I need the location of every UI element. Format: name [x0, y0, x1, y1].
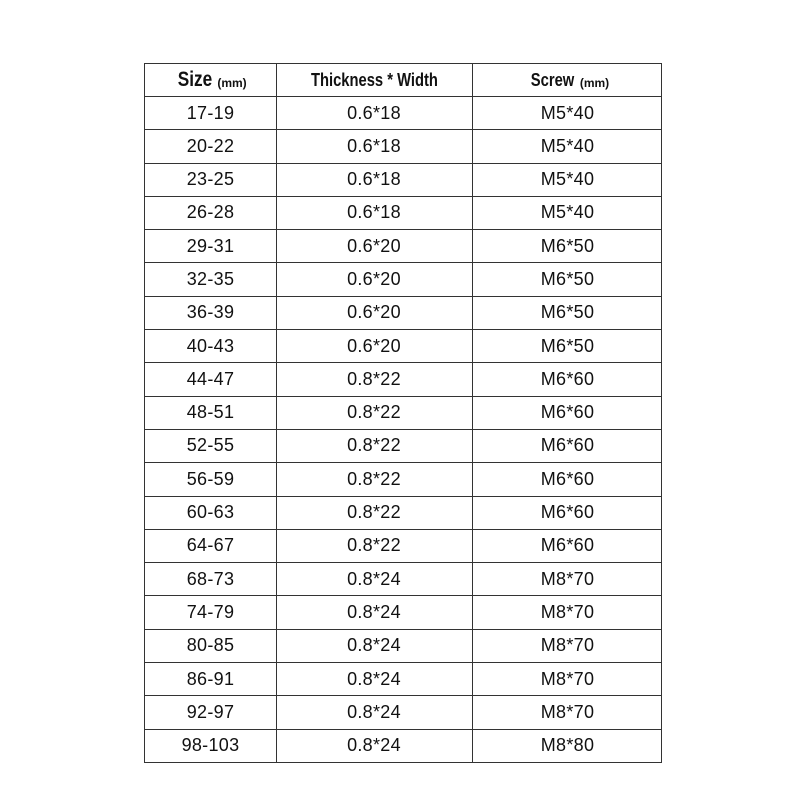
cell-thickness: 0.6*20 — [347, 335, 401, 356]
table-row — [145, 230, 661, 263]
cell-size: 36-39 — [186, 302, 235, 323]
cell-screw: M6*50 — [540, 268, 595, 289]
table-row — [145, 330, 661, 363]
cell-size: 92-97 — [186, 701, 235, 722]
cell-thickness: 0.8*22 — [347, 502, 401, 523]
cell-screw: M5*40 — [540, 202, 595, 223]
cell-size: 86-91 — [186, 668, 235, 689]
cell-size: 23-25 — [186, 169, 235, 190]
size-spec-table — [144, 63, 662, 763]
cell-thickness: 0.8*24 — [347, 635, 401, 656]
cell-thickness: 0.6*20 — [347, 235, 401, 256]
table-row — [145, 363, 661, 396]
cell-size: 29-31 — [186, 235, 235, 256]
table-row — [145, 563, 661, 596]
cell-thickness: 0.8*24 — [347, 668, 401, 689]
cell-thickness: 0.6*18 — [347, 135, 401, 156]
cell-screw: M6*50 — [540, 235, 595, 256]
cell-thickness: 0.8*22 — [347, 535, 401, 556]
cell-size: 68-73 — [186, 568, 235, 589]
header-screw-unit: (mm) — [579, 76, 610, 90]
cell-size: 56-59 — [186, 468, 235, 489]
cell-thickness: 0.6*18 — [347, 169, 401, 190]
table-row — [145, 164, 661, 197]
cell-screw: M6*60 — [540, 435, 595, 456]
header-size — [145, 64, 276, 96]
cell-thickness: 0.6*20 — [347, 268, 401, 289]
header-size-label: Size — [178, 68, 213, 91]
cell-size: 40-43 — [186, 335, 235, 356]
header-thickness-label: Thickness * Width — [310, 69, 438, 90]
header-screw — [472, 64, 663, 96]
cell-thickness: 0.8*22 — [347, 435, 401, 456]
cell-screw: M8*80 — [540, 735, 595, 756]
table-row — [145, 197, 661, 230]
cell-size: 52-55 — [186, 435, 235, 456]
table-row — [145, 263, 661, 296]
cell-screw: M6*60 — [540, 368, 595, 389]
cell-thickness: 0.6*20 — [347, 302, 401, 323]
cell-size: 17-19 — [186, 102, 235, 123]
cell-size: 98-103 — [181, 735, 240, 756]
cell-thickness: 0.8*22 — [347, 402, 401, 423]
header-screw-label: Screw — [530, 69, 575, 90]
cell-thickness: 0.8*24 — [347, 601, 401, 622]
cell-size: 60-63 — [186, 502, 235, 523]
cell-thickness: 0.6*18 — [347, 202, 401, 223]
table-row — [145, 97, 661, 130]
table-row — [145, 663, 661, 696]
cell-size: 32-35 — [186, 268, 235, 289]
cell-thickness: 0.8*22 — [347, 368, 401, 389]
cell-screw: M6*60 — [540, 502, 595, 523]
table-row — [145, 297, 661, 330]
cell-size: 64-67 — [186, 535, 235, 556]
cell-screw: M8*70 — [540, 568, 595, 589]
table-row — [145, 596, 661, 629]
table-row — [145, 696, 661, 729]
table-row — [145, 497, 661, 530]
table-row — [145, 730, 661, 763]
table-header-row — [145, 64, 661, 97]
header-thickness — [276, 64, 472, 96]
cell-screw: M5*40 — [540, 102, 595, 123]
table-body — [145, 97, 661, 762]
cell-screw: M6*60 — [540, 535, 595, 556]
table-row — [145, 397, 661, 430]
cell-thickness: 0.8*22 — [347, 468, 401, 489]
cell-thickness: 0.8*24 — [347, 568, 401, 589]
cell-size: 44-47 — [186, 368, 235, 389]
cell-screw: M5*40 — [540, 135, 595, 156]
cell-screw: M6*60 — [540, 402, 595, 423]
table-row — [145, 530, 661, 563]
table-row — [145, 630, 661, 663]
table-row — [145, 463, 661, 496]
cell-thickness: 0.6*18 — [347, 102, 401, 123]
cell-screw: M5*40 — [540, 169, 595, 190]
header-size-unit: (mm) — [217, 76, 247, 90]
cell-thickness: 0.8*24 — [347, 701, 401, 722]
table-row — [145, 430, 661, 463]
cell-size: 80-85 — [186, 635, 235, 656]
cell-size: 26-28 — [186, 202, 235, 223]
cell-screw: M8*70 — [540, 601, 595, 622]
cell-size: 20-22 — [186, 135, 235, 156]
cell-screw: M8*70 — [540, 668, 595, 689]
cell-size: 74-79 — [186, 601, 235, 622]
cell-screw: M6*50 — [540, 335, 595, 356]
cell-screw: M8*70 — [540, 701, 595, 722]
cell-size: 48-51 — [186, 402, 235, 423]
cell-screw: M6*60 — [540, 468, 595, 489]
cell-screw: M6*50 — [540, 302, 595, 323]
cell-screw: M8*70 — [540, 635, 595, 656]
cell-thickness: 0.8*24 — [347, 735, 401, 756]
table-row — [145, 130, 661, 163]
